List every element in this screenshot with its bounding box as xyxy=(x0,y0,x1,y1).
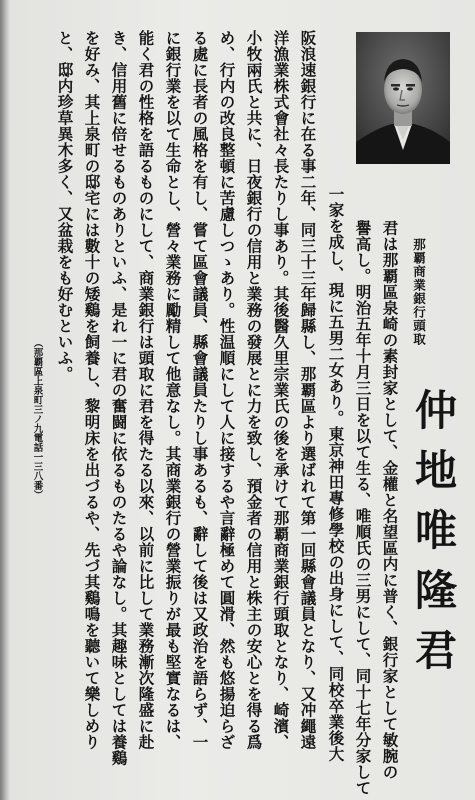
body-column-5: 洋漁業株式會社々長たりし事あり。其後醫久里宗業氏の後を承けて那覇商業銀行頭取となり、崎濱、 xyxy=(271,30,291,750)
address-note: （那覇區上泉町三ノ九電話一三八番） xyxy=(31,338,43,500)
position-title: 那覇商業銀行頭取 xyxy=(411,238,427,346)
body-column-7: め、行内の改良整頓に苦慮しつゝあり。性温順にして人に接するや言辭極めて圓滑、然も悠揚迫らざ xyxy=(217,30,237,750)
portrait-photo xyxy=(356,32,450,164)
body-column-2: 譽高し。明治五年十月三日を以て生る、唯順氏の三男にして、同十七年分家して xyxy=(353,220,373,796)
body-column-13: と、邸内珍草異木多く、又盆栽をも好むといふ。 xyxy=(55,30,75,382)
person-name: 仲地唯隆君 xyxy=(409,388,458,688)
page-edge-shadow xyxy=(0,0,10,800)
body-column-4: 阪浪速銀行に在る事二年、同三十三年歸縣し、那覇區より選ばれて第一回縣會議員となり、又冲繩遠 xyxy=(298,30,318,750)
body-column-11: き、信用舊に倍せるものありといふ、是れ一に君の奮闘に依るものたるや論なし。其趣味としては養鷄 xyxy=(109,30,129,766)
body-column-12: を好み、其上泉町の邸宅には數十の矮鷄を飼養し、黎明床を出づるや、先づ其鷄鳴を聽いて樂しめり xyxy=(82,30,102,750)
body-column-3: 一家を成し、現に五男二女あり。東京神田專修學校の出身にして、同校卒業後大 xyxy=(326,186,346,762)
body-column-10: 能く君の性格を語るものにして、商業銀行は頭取に君を得たる以來、以前に比して業務漸次隆盛に赴 xyxy=(136,30,156,750)
body-column-1: 君は那覇區泉崎の素封家として、金權と名望區内に普く、銀行家として敏腕の xyxy=(380,220,400,780)
body-column-6: 小牧兩氏と共に、日夜銀行の信用と業務の發展とに力を致し、預金者の信用と株主の安心とを得る爲 xyxy=(244,30,264,750)
body-column-9: に銀行業を以て生命とし、營々業務に勵精して他意なし。其商業銀行の營業振りが最も堅實なるは、 xyxy=(163,30,183,750)
body-column-8: る處に長者の風格を有し、嘗て區會議員、縣會議員たりし事あるも、辭して後は又政治を語らず、一 xyxy=(190,30,210,750)
